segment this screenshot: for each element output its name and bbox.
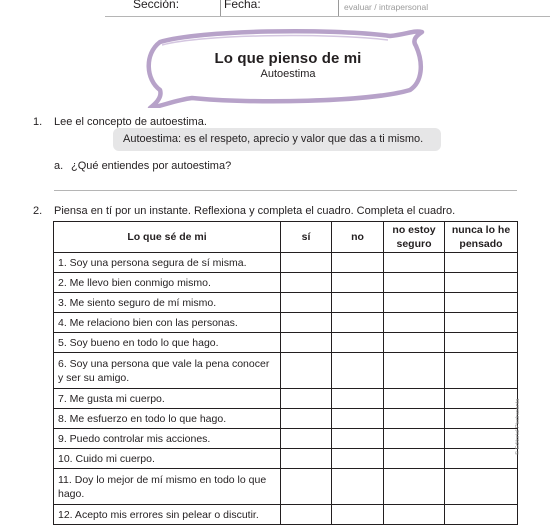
- subquestion-text: ¿Qué entiendes por autoestima?: [71, 160, 232, 172]
- answer-cell-no-estoy-seguro[interactable]: [384, 313, 445, 333]
- statement-cell: 4. Me relaciono bien con las personas.: [54, 313, 281, 333]
- statement-cell: 7. Me gusta mi cuerpo.: [54, 389, 281, 409]
- answer-cell-no[interactable]: [332, 409, 384, 429]
- subquestion-letter: a.: [54, 160, 64, 172]
- question-2-number: 2.: [33, 205, 43, 217]
- table-row: [54, 505, 518, 525]
- copyright-notice: © Editorial Piedrasanta: [515, 398, 521, 455]
- header-divider: [338, 0, 339, 16]
- statement-cell: 9. Puedo controlar mis acciones.: [54, 429, 281, 449]
- answer-cell-no[interactable]: [332, 469, 384, 505]
- answer-cell-no[interactable]: [332, 313, 384, 333]
- answer-cell-nunca[interactable]: [445, 353, 518, 389]
- fecha-label: Fecha:: [224, 0, 261, 11]
- answer-cell-si[interactable]: [281, 253, 332, 273]
- evaluation-tag: evaluar / intrapersonal: [344, 2, 429, 12]
- answer-cell-no[interactable]: [332, 333, 384, 353]
- answer-cell-nunca[interactable]: [445, 505, 518, 525]
- answer-cell-nunca[interactable]: [445, 293, 518, 313]
- answer-cell-no-estoy-seguro[interactable]: [384, 333, 445, 353]
- statement-cell: 3. Me siento seguro de mí mismo.: [54, 293, 281, 313]
- self-assessment-table: [53, 221, 518, 525]
- answer-cell-no-estoy-seguro[interactable]: [384, 505, 445, 525]
- question-2-text: Piensa en tí por un instante. Reflexiona y completa el cuadro. Completa el cuadro.: [54, 205, 456, 217]
- answer-cell-no[interactable]: [332, 353, 384, 389]
- column-header-no: no: [332, 222, 384, 253]
- statement-cell: 11. Doy lo mejor de mí mismo en todo lo que hago.: [54, 469, 281, 505]
- table-row: [54, 333, 518, 353]
- concept-definition: Autoestima: es el respeto, aprecio y valor que das a ti mismo.: [123, 133, 424, 145]
- answer-cell-no-estoy-seguro[interactable]: [384, 293, 445, 313]
- answer-cell-no[interactable]: [332, 389, 384, 409]
- answer-cell-si[interactable]: [281, 469, 332, 505]
- column-header-no-estoy-seguro: no estoy seguro: [384, 222, 445, 253]
- answer-cell-no-estoy-seguro[interactable]: [384, 389, 445, 409]
- answer-cell-no-estoy-seguro[interactable]: [384, 469, 445, 505]
- statement-cell: 10. Cuido mi cuerpo.: [54, 449, 281, 469]
- statement-cell: 6. Soy una persona que vale la pena conocer y ser su amigo.: [54, 353, 281, 389]
- column-header-statement: Lo que sé de mi: [54, 222, 281, 253]
- answer-cell-nunca[interactable]: [445, 333, 518, 353]
- statement-cell: 12. Acepto mis errores sin pelear o discutir.: [54, 505, 281, 525]
- statement-cell: 8. Me esfuerzo en todo lo que hago.: [54, 409, 281, 429]
- table-row: [54, 353, 518, 389]
- table-row: [54, 273, 518, 293]
- table-row: [54, 293, 518, 313]
- answer-cell-si[interactable]: [281, 429, 332, 449]
- column-header-nunca-lo-he-pensado: nunca lo he pensado: [445, 222, 518, 253]
- answer-cell-nunca[interactable]: [445, 469, 518, 505]
- table-row: [54, 449, 518, 469]
- column-header-si: sí: [281, 222, 332, 253]
- header-divider: [220, 0, 221, 16]
- table-row: [54, 409, 518, 429]
- table-row: [54, 429, 518, 449]
- answer-cell-no-estoy-seguro[interactable]: [384, 253, 445, 273]
- answer-cell-no-estoy-seguro[interactable]: [384, 353, 445, 389]
- answer-cell-no[interactable]: [332, 273, 384, 293]
- answer-cell-si[interactable]: [281, 293, 332, 313]
- answer-cell-no-estoy-seguro[interactable]: [384, 409, 445, 429]
- page-title: Lo que pienso de mi: [214, 50, 362, 67]
- answer-cell-nunca[interactable]: [445, 409, 518, 429]
- answer-cell-si[interactable]: [281, 505, 332, 525]
- answer-cell-si[interactable]: [281, 353, 332, 389]
- answer-cell-si[interactable]: [281, 273, 332, 293]
- page-subtitle: Autoestima: [260, 68, 316, 80]
- answer-cell-no[interactable]: [332, 449, 384, 469]
- answer-cell-nunca[interactable]: [445, 449, 518, 469]
- answer-cell-no[interactable]: [332, 253, 384, 273]
- answer-cell-no[interactable]: [332, 505, 384, 525]
- answer-cell-si[interactable]: [281, 333, 332, 353]
- answer-line[interactable]: [54, 190, 517, 191]
- table-row: [54, 313, 518, 333]
- answer-cell-no[interactable]: [332, 293, 384, 313]
- answer-cell-si[interactable]: [281, 449, 332, 469]
- statement-cell: 1. Soy una persona segura de sí misma.: [54, 253, 281, 273]
- answer-cell-no-estoy-seguro[interactable]: [384, 449, 445, 469]
- answer-cell-si[interactable]: [281, 389, 332, 409]
- statement-cell: 2. Me llevo bien conmigo mismo.: [54, 273, 281, 293]
- answer-cell-nunca[interactable]: [445, 313, 518, 333]
- answer-cell-no-estoy-seguro[interactable]: [384, 273, 445, 293]
- answer-cell-nunca[interactable]: [445, 273, 518, 293]
- answer-cell-nunca[interactable]: [445, 429, 518, 449]
- answer-cell-nunca[interactable]: [445, 389, 518, 409]
- table-row: [54, 469, 518, 505]
- answer-cell-si[interactable]: [281, 313, 332, 333]
- seccion-label: Sección:: [133, 0, 180, 11]
- question-1-text: Lee el concepto de autoestima.: [54, 116, 207, 128]
- answer-cell-si[interactable]: [281, 409, 332, 429]
- table-header-row: [54, 222, 518, 253]
- answer-cell-no[interactable]: [332, 429, 384, 449]
- table-row: [54, 253, 518, 273]
- table-row: [54, 389, 518, 409]
- answer-cell-no-estoy-seguro[interactable]: [384, 429, 445, 449]
- answer-cell-nunca[interactable]: [445, 253, 518, 273]
- header-rule: [105, 16, 550, 17]
- question-1-number: 1.: [33, 116, 43, 128]
- statement-cell: 5. Soy bueno en todo lo que hago.: [54, 333, 281, 353]
